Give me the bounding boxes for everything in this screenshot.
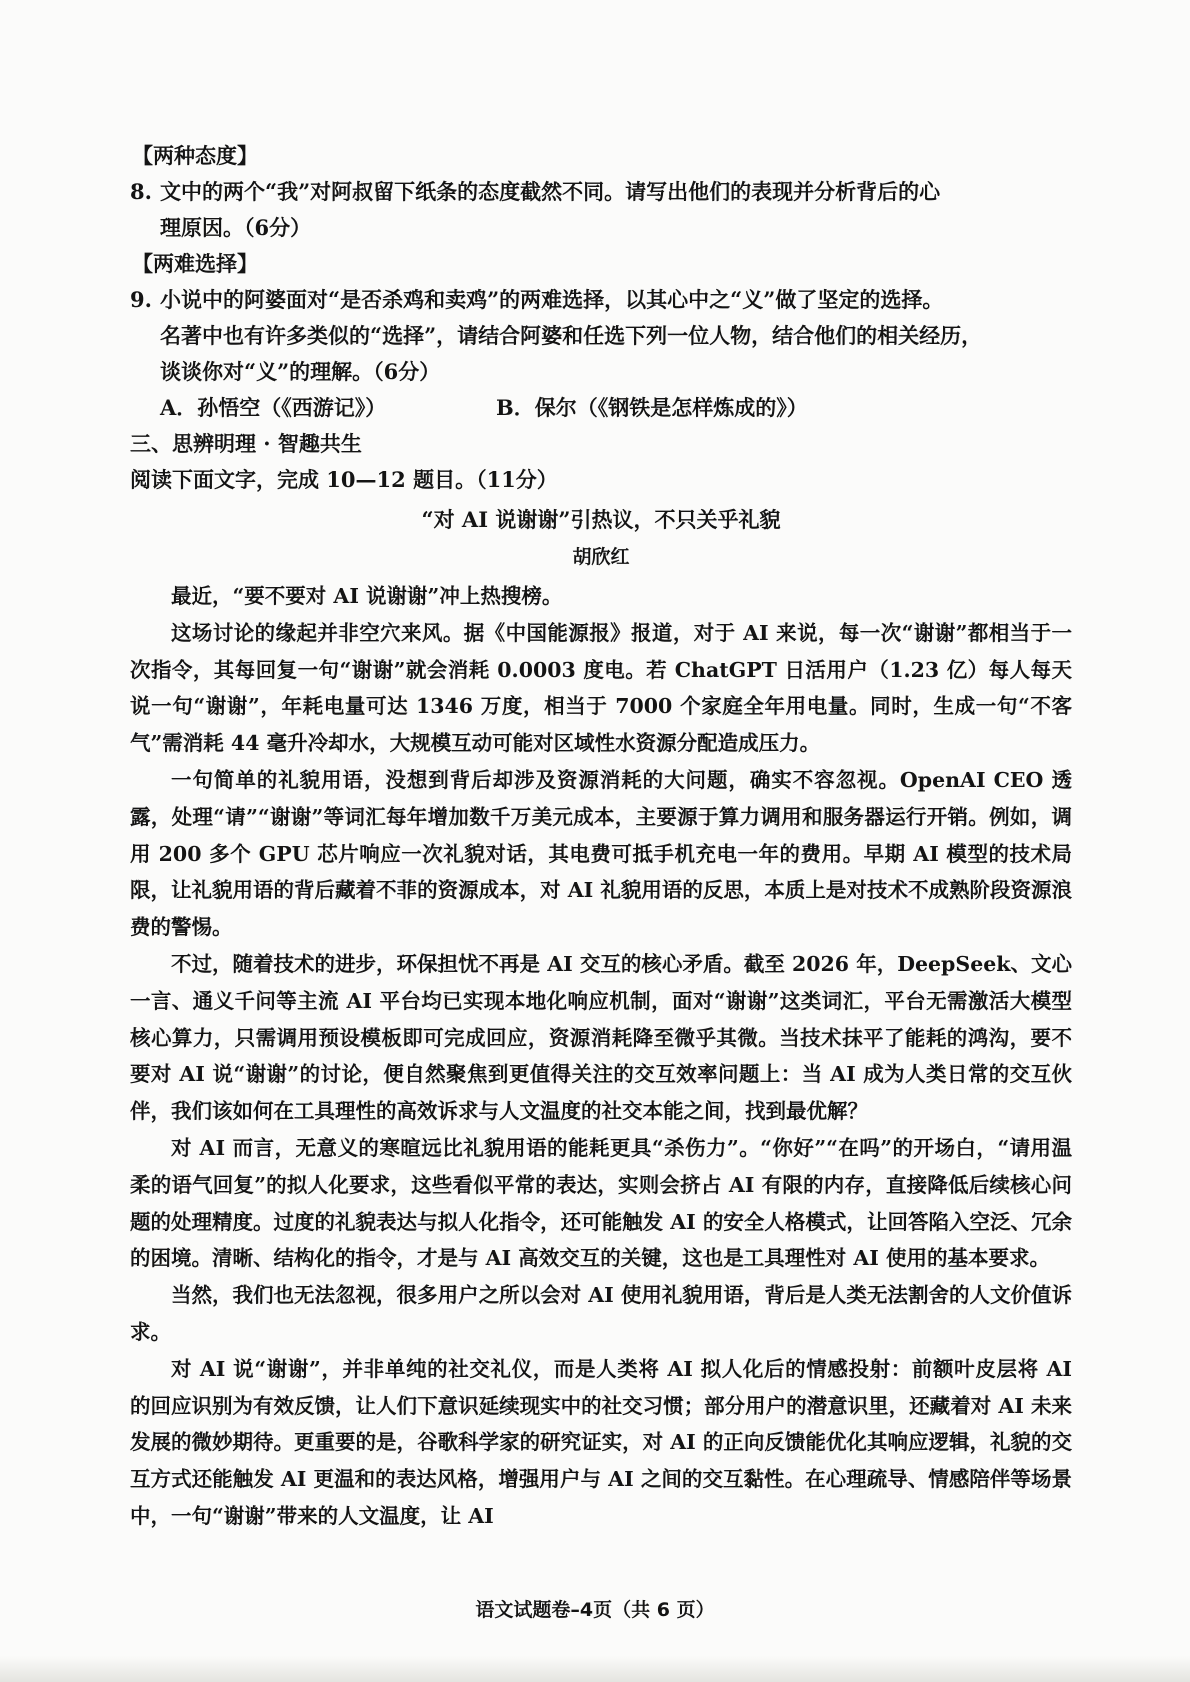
question-number: 8. bbox=[130, 179, 152, 204]
article-title: “对 AI 说谢谢”引热议，不只关乎礼貌 bbox=[421, 507, 781, 532]
option-b: B．保尔（《钢铁是怎样炼成的》） bbox=[496, 395, 808, 420]
article-author: 胡欣红 bbox=[572, 546, 630, 568]
article-paragraph: 一句简单的礼貌用语，没想到背后却涉及资源消耗的大问题，确实不容忽视。OpenAI CEO 透露，处理“请”“谢谢”等词汇每年增加数千万美元成本，主要源于算力调用和服务器运行开销。例如，调用 200 多个 GPU 芯片响应一次礼貌对话，其电费可抵手机充电一年的费用。早期 AI 模型的技术局限，让礼貌用语的背后藏着不菲的资源成本，对 AI 礼貌用语的反思，本质上是对技术不成熟阶段资源浪费的警惕。 bbox=[130, 767, 1072, 940]
article-paragraph: 不过，随着技术的进步，环保担忧不再是 AI 交互的核心矛盾。截至 2026 年，DeepSeek、文心一言、通义千问等主流 AI 平台均已实现本地化响应机制，面对“谢谢”这类词汇，平台无需激活大模型核心算力，只需调用预设模板即可完成回应，资源消耗降至微乎其微。当技术抹平了能耗的鸿沟，要不要对 AI 说“谢谢”的讨论，便自然聚焦到更值得关注的交互效率问题上：当 AI 成为人类日常的交互伙伴，我们该如何在工具理性的高效诉求与人文温度的社交本能之间，找到最优解？ bbox=[130, 951, 1072, 1124]
article-body bbox=[130, 578, 1072, 1535]
question-9-options bbox=[130, 390, 1072, 426]
question-text: 文中的两个“我”对阿叔留下纸条的态度截然不同。请写出他们的表现并分析背后的心 bbox=[160, 179, 941, 204]
question-text: 理原因。（6分） bbox=[160, 215, 312, 240]
question-text: 小说中的阿婆面对“是否杀鸡和卖鸡”的两难选择，以其心中之“义”做了坚定的选择。 bbox=[160, 287, 944, 312]
question-text: 名著中也有许多类似的“选择”，请结合阿婆和任选下列一位人物，结合他们的相关经历， bbox=[160, 323, 983, 348]
article-paragraph: 对 AI 说“谢谢”，并非单纯的社交礼仪，而是人类将 AI 拟人化后的情感投射：前额叶皮层将 AI 的回应识别为有效反馈，让人们下意识延续现实中的社交习惯；部分用户的潜意识里，还藏着对 AI 未来发展的微妙期待。更重要的是，谷歌科学家的研究证实，对 AI 的正向反馈能优化其响应逻辑，礼貌的交互方式还能触发 AI 更温和的表达风格，增强用户与 AI 之间的交互黏性。在心理疏导、情感陪伴等场景中，一句“谢谢”带来的人文温度，让 AI bbox=[130, 1356, 1072, 1528]
part-3-heading: 三、思辨明理 · 智趣共生 bbox=[130, 431, 362, 456]
question-9 bbox=[130, 282, 1072, 390]
question-text: 谈谈你对“义”的理解。（6分） bbox=[160, 359, 441, 384]
option-a: A．孙悟空（《西游记》） bbox=[160, 395, 387, 420]
question-number: 9. bbox=[130, 287, 152, 312]
scan-bottom-edge bbox=[0, 1656, 1190, 1682]
article-paragraph: 当然，我们也无法忽视，很多用户之所以会对 AI 使用礼貌用语，背后是人类无法割舍的人文价值诉求。 bbox=[130, 1283, 1072, 1344]
question-8 bbox=[130, 174, 1072, 246]
article-paragraph: 最近，“要不要对 AI 说谢谢”冲上热搜榜。 bbox=[171, 584, 563, 608]
page-footer: 语文试题卷–4页（共 6 页） bbox=[475, 1599, 715, 1621]
article-paragraph: 对 AI 而言，无意义的寒暄远比礼貌用语的能耗更具“杀伤力”。“你好”“在吗”的开场白，“请用温柔的语气回复”的拟人化要求，这些看似平常的表达，实则会挤占 AI 有限的内存，直接降低后续核心问题的处理精度。过度的礼貌表达与拟人化指令，还可能触发 AI 的安全人格模式，让回答陷入空泛、冗余的困境。清晰、结构化的指令，才是与 AI 高效交互的关键，这也是工具理性对 AI 使用的基本要求。 bbox=[130, 1135, 1072, 1271]
section-label-dilemma: 【两难选择】 bbox=[132, 251, 258, 276]
reading-instruction: 阅读下面文字，完成 10—12 题目。（11分） bbox=[130, 467, 558, 492]
article-paragraph: 这场讨论的缘起并非空穴来风。据《中国能源报》报道，对于 AI 来说，每一次“谢谢”都相当于一次指令，其每回复一句“谢谢”就会消耗 0.0003 度电。若 ChatGPT 日活用户（1.23 亿）每人每天说一句“谢谢”，年耗电量可达 1346 万度，相当于 7000 个家庭全年用电量。同时，生成一句“不客气”需消耗 44 毫升冷却水，大规模互动可能对区域性水资源分配造成压力。 bbox=[130, 620, 1072, 756]
section-label-two-attitudes: 【两种态度】 bbox=[132, 143, 258, 168]
